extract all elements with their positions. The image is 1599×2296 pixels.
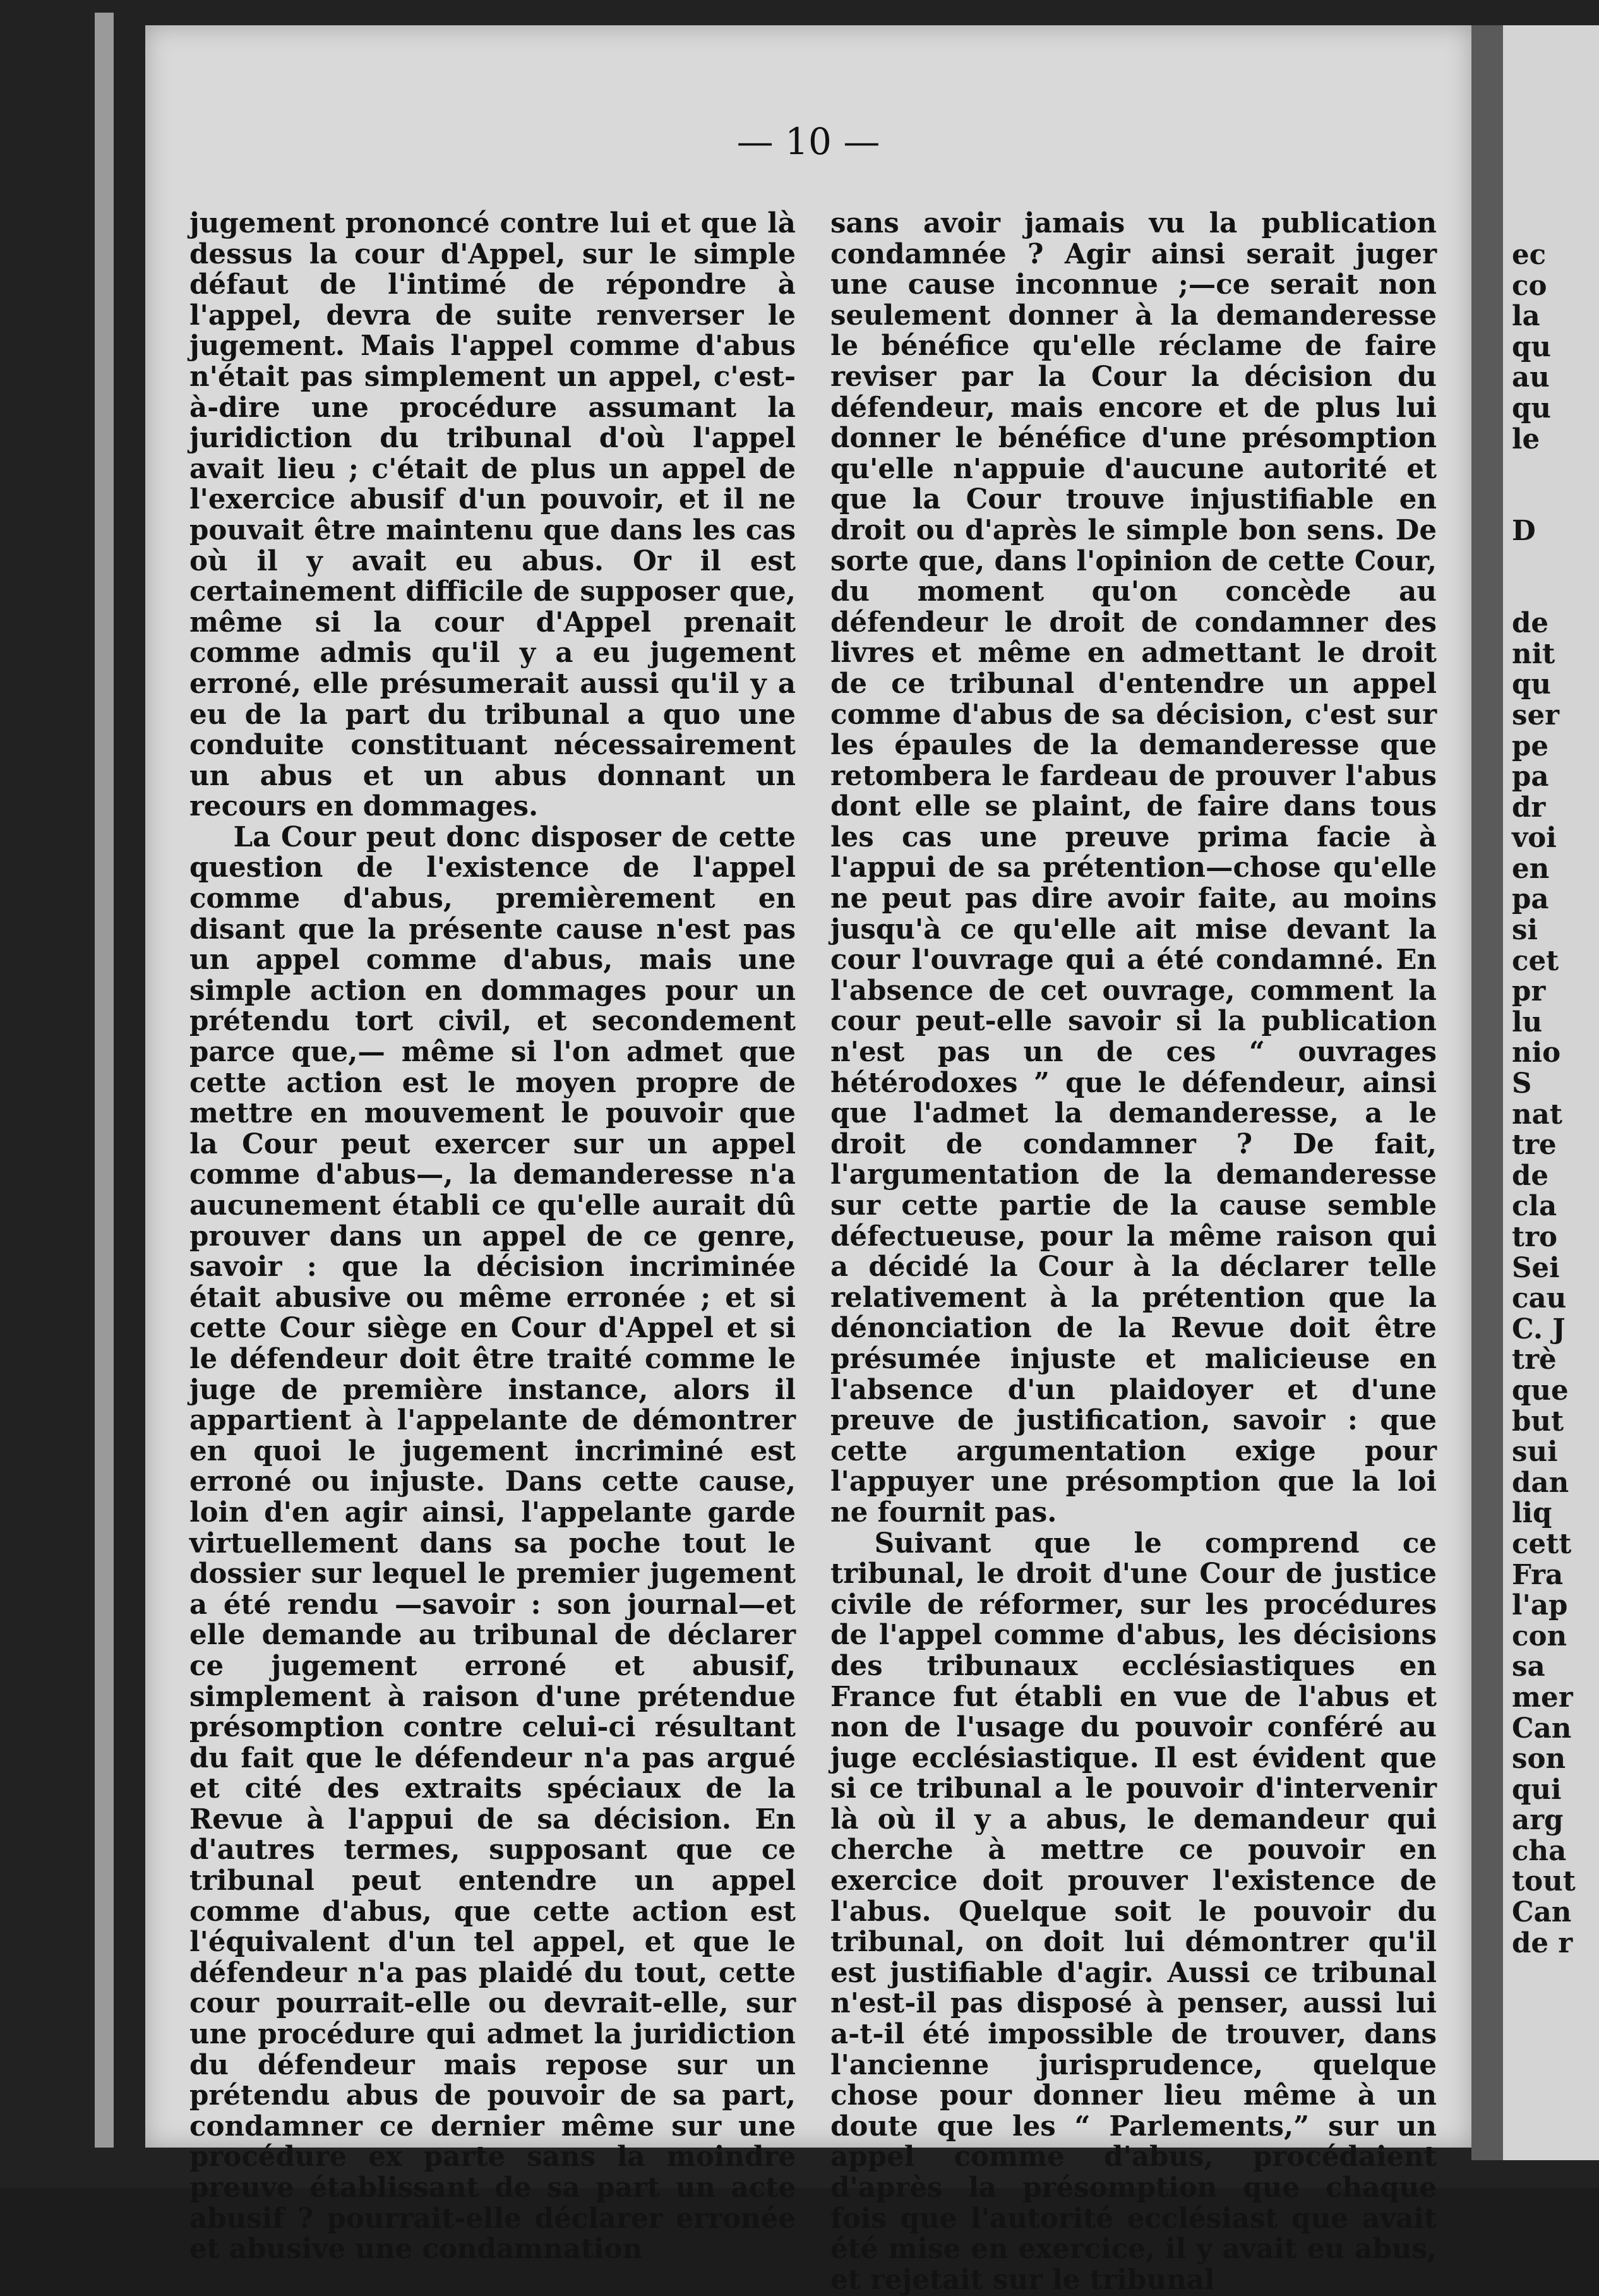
fragment-line xyxy=(1512,486,1576,517)
fragment-line: sa xyxy=(1512,1650,1545,1683)
fragment-line: la xyxy=(1512,300,1540,333)
fragment-line: dan xyxy=(1512,1466,1569,1499)
fragment-line: mer xyxy=(1512,1681,1573,1714)
left-paragraph-2: La Cour peut donc disposer de cette question de l'existence de l'appel comme d'abus, premièrement en disant que la présente cause n'est pas un appel comme d'abus, mais une simple action en dommages pour un prétendu tort civil, et secondement parce que,— même si l'on admet que cette action est le moyen propre de mettre en mouvement le pouvoir que la Cour peut exercer sur un appel comme d'abus—, la demanderesse n'a aucunement établi ce qu'elle aurait dû prouver dans un appel de ce genre, savoir : que la décision incriminée était abusive ou même erronée ; et si cette Cour siège en Cour d'Appel et si le défendeur doit être traité comme le juge de première instance, alors il appartient à l'appelante de démontrer en quoi le jugement incriminé est erroné ou injuste. Dans cette cause, loin d'en agir ainsi, l'appelante garde virtuellement dans sa poche tout le dossier sur lequel le premier jugement a été rendu —savoir : son journal—et elle demande au tribunal de déclarer ce jugement erroné et abusif, simplement à raison d'une prétendue présomption contre celui-ci résultant du fait que le défendeur n'a pas argué et cité des extraits spéciaux de la Revue à l'appui de sa décision. En d'autres termes, supposant que ce tribunal peut entendre un appel comme d'abus, que cette action est l'équivalent d'un tel appel, et que le défendeur n'a pas plaidé du tout, cette cour pourrait-elle ou devrait-elle, sur une procédure qui admet la juridiction du défendeur mais repose sur un prétendu abus de pouvoir de sa part, condamner ce dernier même sur une procédure ex parte sans la moindre preuve établissant de sa part un acte abusif ? pourrait-elle déclarer erronée et abusive une condamnation xyxy=(189,820,796,2266)
fragment-line: que xyxy=(1512,1374,1569,1407)
fragment-line: cha xyxy=(1512,1834,1567,1867)
fragment-line: pa xyxy=(1512,760,1549,793)
fragment-line: nat xyxy=(1512,1098,1562,1131)
fragment-line: de xyxy=(1512,607,1549,640)
fragment-line xyxy=(1512,455,1576,486)
fragment-line: co xyxy=(1512,269,1547,302)
fragment-line: dr xyxy=(1512,791,1546,824)
fragment-line: tre xyxy=(1512,1129,1557,1162)
fragment-line: voi xyxy=(1512,822,1557,855)
fragment-line: de xyxy=(1512,1159,1549,1192)
adjacent-page xyxy=(1503,25,1599,2160)
fragment-line: Fra xyxy=(1512,1558,1564,1591)
fragment-line: trè xyxy=(1512,1343,1557,1376)
fragment-line: cla xyxy=(1512,1190,1557,1223)
fragment-line: qu xyxy=(1512,330,1552,363)
fragment-line: son xyxy=(1512,1743,1566,1776)
fragment-line xyxy=(1512,547,1576,578)
fragment-line: S xyxy=(1512,1067,1532,1100)
fragment-line: lu xyxy=(1512,1006,1543,1038)
fragment-line: en xyxy=(1512,852,1550,885)
fragment-line: pe xyxy=(1512,730,1549,762)
fragment-line: sui xyxy=(1512,1436,1558,1469)
fragment-line: ec xyxy=(1512,239,1547,271)
fragment-line: pr xyxy=(1512,975,1546,1008)
fragment-line: but xyxy=(1512,1405,1564,1438)
page-number: — 10 — xyxy=(736,120,880,163)
fragment-line: au xyxy=(1512,361,1550,394)
fragment-line: con xyxy=(1512,1620,1567,1652)
fragment-line: Sei xyxy=(1512,1251,1560,1284)
right-paragraph-1: sans avoir jamais vu la publication condamnée ? Agir ainsi serait juger une cause inconnue ;—ce serait non seulement donner à la demanderesse le bénéfice qu'elle réclame de faire reviser par la Cour la décision du défendeur, mais encore et de plus lui donner le bénéfice d'une présomption qu'elle n'appuie d'aucune autorité et que la Cour trouve injustifiable en droit ou d'après le simple bon sens. De sorte que, dans l'opinion de cette Cour, du moment qu'on concède au défendeur le droit de condamner des livres et même en admettant le droit de ce tribunal d'entendre un appel comme d'abus de sa décision, c'est sur les épaules de la demanderesse que retombera le fardeau de prouver l'abus dont elle se plaint, de faire dans tous les cas une preuve prima facie à l'appui de sa prétention—chose qu'elle ne peut pas dire avoir faite, au moins jusqu'à ce qu'elle ait mise devant la cour l'ouvrage qui a été condamné. En l'absence de cet ouvrage, comment la cour peut-elle savoir si la publication n'est pas un de ces “ ouvrages hétérodoxes ” que le défendeur, ainsi que l'admet la demanderesse, a le droit de condamner ? De fait, l'argumentation de la demanderesse sur cette partie de la cause semble défectueuse, pour la même raison qui a décidé la Cour à la déclarer telle relativement à la prétention que la dénonciation de la Revue doit être présumée injuste et malicieuse en l'absence d'un plaidoyer et d'une preuve de justification, savoir : que cette argumentation exige pour l'appuyer une présomption que la loi ne fournit pas. xyxy=(830,207,1437,1529)
fragment-line: tout xyxy=(1512,1865,1576,1898)
fragment-line: Can xyxy=(1512,1896,1572,1929)
left-column xyxy=(189,208,796,2265)
fragment-line xyxy=(1512,578,1576,609)
right-column xyxy=(830,208,1437,2295)
fragment-line: l'ap xyxy=(1512,1589,1568,1622)
adjacent-page-fragments xyxy=(1512,240,1576,1959)
fragment-line: pa xyxy=(1512,883,1549,916)
fragment-line: qu xyxy=(1512,392,1552,424)
fragment-line: de r xyxy=(1512,1926,1573,1959)
fragment-line: D xyxy=(1512,515,1536,548)
right-paragraph-2: Suivant que le comprend ce tribunal, le droit d'une Cour de justice civile de réformer, sur les procédures de l'appel comme d'abus, les décisions des tribunaux ecclésiastiques en France fut établi en vue de l'abus et non de l'usage du pouvoir conféré au juge ecclésiastique. Il est évident que si ce tribunal a le pouvoir d'intervenir là où il y a abus, le demandeur qui cherche à mettre ce pouvoir en exercice doit prouver l'existence de l'abus. Quelque soit le pouvoir du tribunal, on doit lui démontrer qu'il est justifiable d'agir. Aussi ce tribunal n'est-il pas disposé à penser, aussi lui a-t-il été impossible de trouver, dans l'ancienne jurisprudence, quelque chose pour donner lieu même à un doute que les “ Parlements,” sur un appel comme d'abus, procédaient d'après la présomption que chaque fois que l'autorité ecclésiast que avait été mise en exercice, il y avait eu abus, et rejetait sur le tribunal xyxy=(830,1527,1437,2296)
book-gutter xyxy=(1471,25,1503,2160)
fragment-line: cett xyxy=(1512,1527,1572,1560)
page-edge xyxy=(95,13,114,2148)
fragment-line: liq xyxy=(1512,1497,1552,1530)
fragment-line: cet xyxy=(1512,944,1559,977)
fragment-line: arg xyxy=(1512,1804,1564,1837)
fragment-line: qu xyxy=(1512,668,1552,701)
left-paragraph-1: jugement prononcé contre lui et que là dessus la cour d'Appel, sur le simple défaut de l'intimé de répondre à l'appel, devra de suite renverser le jugement. Mais l'appel comme d'abus n'était pas simplement un appel, c'est-à-dire une procédure assumant la juridiction du tribunal d'où l'appel avait lieu ; c'était de plus un appel de l'exercice abusif d'un pouvoir, et il ne pouvait être maintenu que dans les cas où il y avait eu abus. Or il est certainement difficile de supposer que, même si la cour d'Appel prenait comme admis qu'il y a eu jugement erroné, elle présumerait aussi qu'il y a eu de la part du tribunal a quo une conduite constituant nécessairement un abus et un abus donnant un recours en dommages. xyxy=(189,207,796,823)
fragment-line: le xyxy=(1512,423,1540,455)
fragment-line: si xyxy=(1512,914,1538,947)
fragment-line: C. J xyxy=(1512,1313,1566,1345)
document-page xyxy=(145,25,1471,2296)
fragment-line: ser xyxy=(1512,699,1560,731)
fragment-line: Can xyxy=(1512,1712,1572,1745)
fragment-line: nit xyxy=(1512,637,1555,670)
fragment-line: tro xyxy=(1512,1221,1558,1253)
fragment-line: nio xyxy=(1512,1037,1561,1069)
fragment-line: cau xyxy=(1512,1282,1567,1315)
fragment-line: qui xyxy=(1512,1773,1562,1806)
